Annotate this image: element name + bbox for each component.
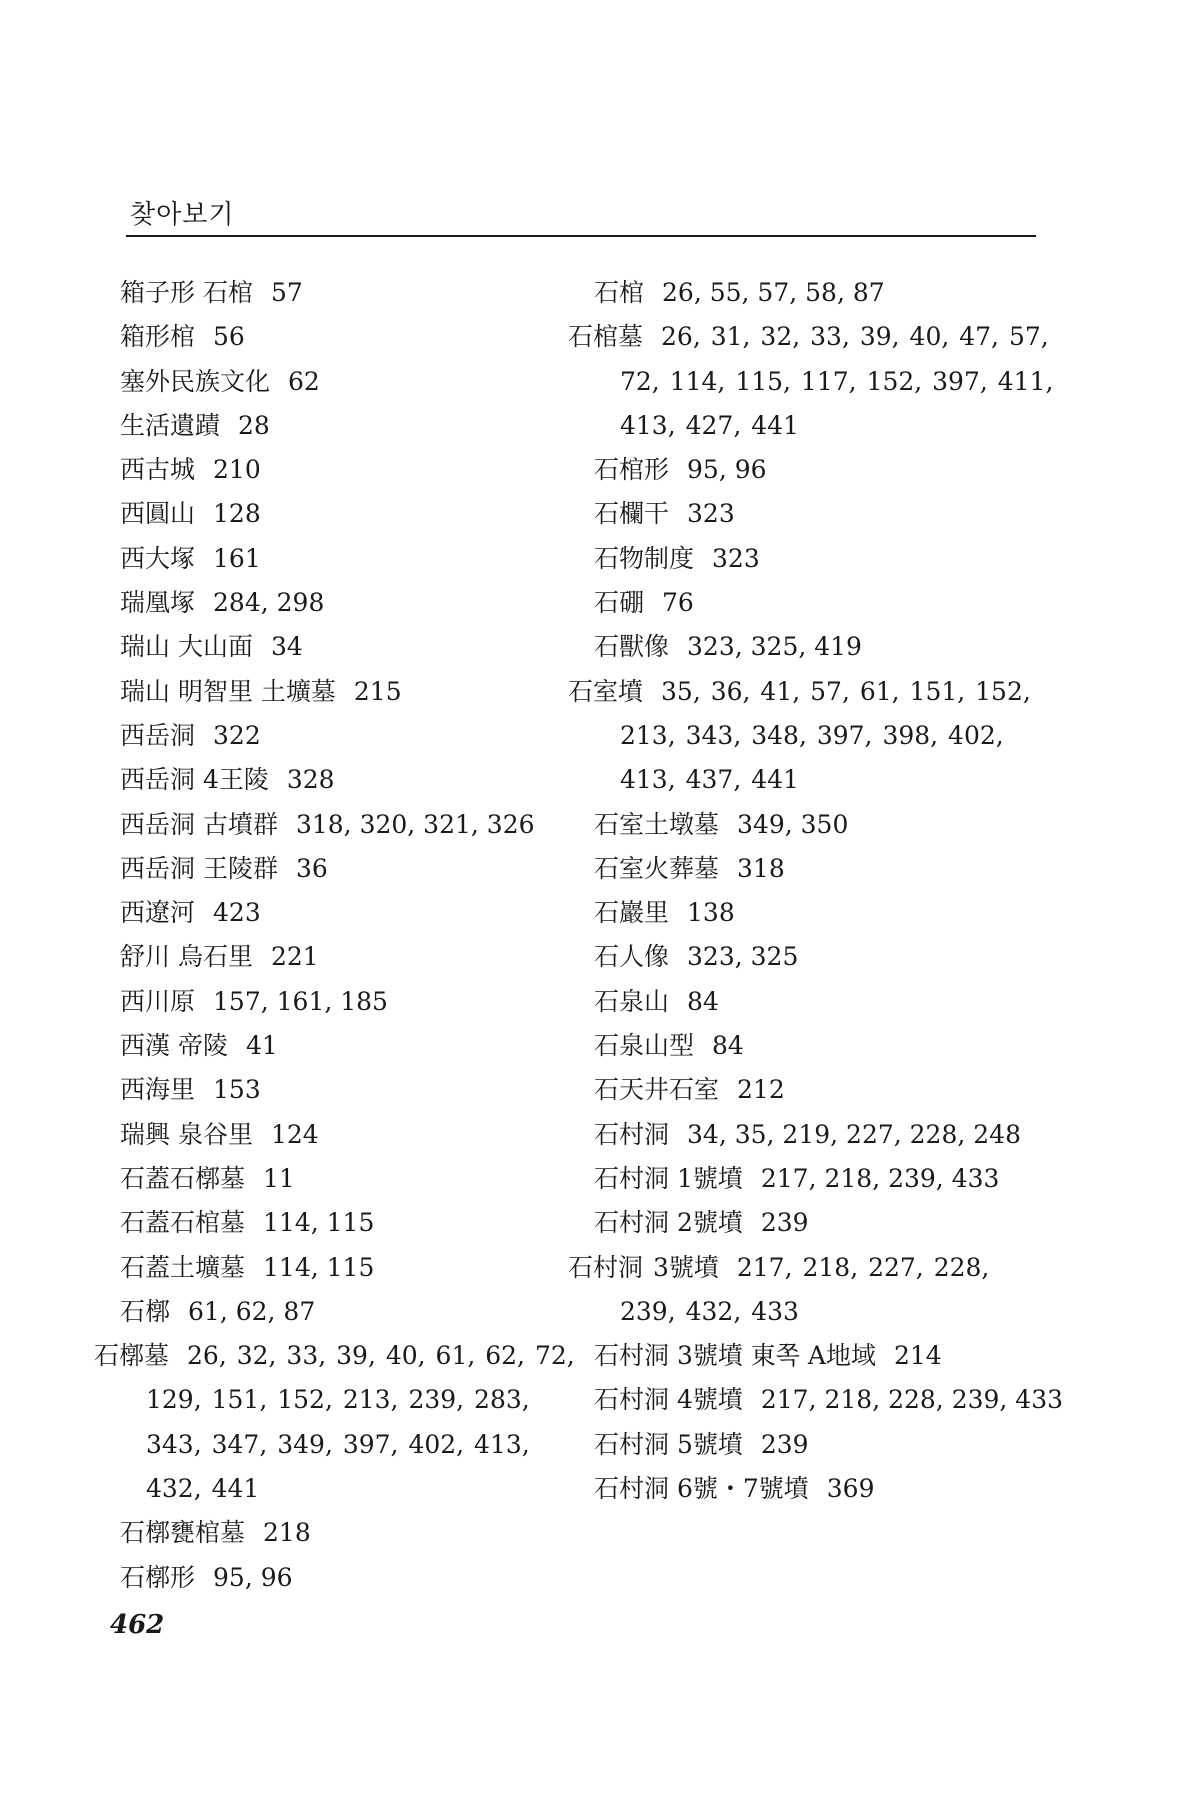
index-entry [120, 803, 580, 847]
index-entry [120, 404, 580, 448]
index-entry [120, 980, 580, 1024]
index-term: 石村洞 3號墳 [568, 1252, 719, 1282]
index-entry [594, 980, 1054, 1024]
index-entry [120, 891, 580, 935]
page-header [126, 190, 1036, 240]
index-entry [594, 1334, 1054, 1378]
index-pages: 323, 325 [687, 942, 799, 972]
index-pages: 221 [270, 942, 319, 972]
index-term: 西漢 帝陵 [120, 1031, 228, 1061]
index-term: 西岳洞 古墳群 [120, 809, 278, 839]
index-term: 石槨墓 [94, 1341, 170, 1371]
index-entry [120, 1113, 580, 1157]
index-entry [568, 315, 1054, 448]
index-entry [120, 448, 580, 492]
index-term: 石棺墓 [568, 322, 644, 352]
index-term: 西川原 [120, 986, 196, 1016]
index-term: 石泉山型 [594, 1031, 695, 1061]
index-pages: 318 [737, 853, 785, 883]
page-number: 462 [110, 1610, 165, 1640]
index-term: 石泉山 [594, 986, 670, 1016]
index-term: 石巖里 [594, 898, 670, 928]
index-term: 石村洞 4號墳 [594, 1385, 743, 1415]
index-term: 石蓋石槨墓 [120, 1163, 246, 1193]
index-term: 石室墳 [568, 676, 644, 706]
index-term: 石村洞 3號墳 東쪽 A地域 [594, 1341, 876, 1371]
index-pages: 28 [238, 410, 270, 440]
index-entry [120, 1290, 580, 1334]
index-entry [120, 537, 580, 581]
index-term: 石室土墩墓 [594, 809, 720, 839]
index-pages: 214 [893, 1341, 942, 1371]
index-term: 石村洞 5號墳 [594, 1429, 743, 1459]
index-pages: 26, 55, 57, 58, 87 [662, 278, 885, 307]
index-entry [120, 315, 580, 359]
index-pages: 84 [712, 1031, 744, 1061]
index-term: 石村洞 1號墳 [594, 1163, 743, 1193]
index-term: 石人像 [594, 942, 670, 972]
index-pages: 114, 115 [263, 1252, 375, 1282]
index-entry [568, 670, 1054, 803]
index-term: 石獸像 [594, 632, 670, 662]
index-entry [120, 1201, 580, 1245]
index-term: 石欄干 [594, 499, 670, 529]
index-term: 石村洞 6號・7號墳 [594, 1474, 809, 1504]
index-pages: 161 [213, 543, 261, 573]
index-term: 石硼 [594, 588, 645, 618]
index-term: 石棺 [594, 278, 645, 307]
index-entry [594, 1068, 1054, 1112]
index-entry [594, 625, 1054, 669]
index-entry [594, 448, 1054, 492]
index-pages: 318, 320, 321, 326 [295, 809, 535, 839]
index-pages: 34 [270, 632, 303, 662]
index-entry [120, 935, 580, 979]
index-pages: 76 [662, 588, 694, 618]
index-term: 瑞興 泉谷里 [120, 1119, 253, 1149]
index-pages: 323 [712, 543, 760, 573]
index-entry [594, 1378, 1064, 1422]
index-term: 箱形棺 [120, 322, 196, 352]
index-pages: 138 [687, 898, 735, 928]
index-pages: 56 [213, 322, 245, 352]
index-pages: 34, 35, 219, 227, 228, 248 [687, 1119, 1021, 1149]
index-column-right [568, 271, 1064, 1511]
index-term: 石室火葬墓 [594, 853, 720, 883]
index-pages: 423 [213, 898, 261, 928]
index-term: 石蓋石棺墓 [120, 1208, 246, 1238]
index-pages: 95, 96 [213, 1562, 293, 1592]
index-pages: 239 [760, 1429, 809, 1459]
index-term: 石槨 [120, 1296, 171, 1326]
index-term: 箱子形 石棺 [120, 278, 253, 307]
index-pages: 157, 161, 185 [213, 986, 388, 1016]
index-term: 塞外民族文化 [120, 366, 271, 396]
index-pages: 217, 218, 239, 433 [760, 1163, 1000, 1193]
index-entry [120, 758, 580, 802]
index-term: 西古城 [120, 455, 196, 485]
index-column-left [94, 271, 580, 1600]
index-pages: 26, 32, 33, 39, 40, 61, 62, 72, 129, 151, 152, 213, 239, 283, 343, 347, 349, 397, 402, 413, 432, 441 [146, 1341, 575, 1504]
index-entry [120, 581, 580, 625]
index-term: 石物制度 [594, 543, 695, 573]
index-entry [594, 1157, 1054, 1201]
index-pages: 57 [270, 278, 303, 307]
index-entry [120, 847, 580, 891]
index-term: 瑞凰塚 [120, 588, 196, 618]
index-term: 石槨形 [120, 1562, 196, 1592]
index-term: 西海里 [120, 1075, 196, 1105]
index-pages: 11 [263, 1163, 295, 1193]
index-term: 石村洞 [594, 1119, 670, 1149]
index-entry [120, 1024, 580, 1068]
index-term: 石槨甕棺墓 [120, 1518, 246, 1548]
index-pages: 328 [286, 765, 335, 795]
index-entry [120, 1157, 580, 1201]
index-pages: 217, 218, 227, 228, 239, 432, 433 [620, 1252, 990, 1326]
index-pages: 284, 298 [213, 588, 325, 618]
index-term: 瑞山 明智里 土壙墓 [120, 676, 336, 706]
index-pages: 239 [760, 1208, 809, 1238]
index-entry [594, 537, 1054, 581]
index-entry [594, 1467, 1054, 1511]
index-entry [594, 1423, 1054, 1467]
index-entry [594, 1024, 1054, 1068]
index-pages: 349, 350 [737, 809, 849, 839]
index-term: 西遼河 [120, 898, 196, 928]
index-pages: 323, 325, 419 [687, 632, 862, 662]
index-entry [120, 625, 580, 669]
index-pages: 153 [213, 1075, 261, 1105]
index-pages: 95, 96 [687, 455, 767, 485]
index-entry [594, 891, 1054, 935]
index-pages: 114, 115 [263, 1208, 375, 1238]
index-entry [594, 1113, 1054, 1157]
index-term: 西岳洞 4王陵 [120, 765, 269, 795]
index-term: 西岳洞 王陵群 [120, 853, 278, 883]
index-entry [120, 492, 580, 536]
index-pages: 323 [687, 499, 735, 529]
index-entry [594, 803, 1054, 847]
index-term: 西大塚 [120, 543, 196, 573]
index-entry [120, 1556, 580, 1600]
index-term: 西岳洞 [120, 720, 196, 750]
index-term: 瑞山 大山面 [120, 632, 253, 662]
index-pages: 215 [353, 676, 402, 706]
index-entry [594, 492, 1054, 536]
index-pages: 124 [270, 1119, 319, 1149]
index-pages: 35, 36, 41, 57, 61, 151, 152, 213, 343, 348, 397, 398, 402, 413, 437, 441 [620, 676, 1031, 795]
index-pages: 61, 62, 87 [188, 1296, 316, 1326]
index-pages: 41 [245, 1031, 278, 1061]
index-entry [594, 581, 1054, 625]
index-pages: 128 [213, 499, 261, 529]
index-pages: 369 [826, 1474, 875, 1504]
index-entry [120, 1246, 580, 1290]
index-entry [594, 935, 1054, 979]
header-title: 찾아보기 [130, 200, 235, 230]
index-entry [120, 271, 580, 315]
index-pages: 62 [288, 366, 320, 396]
header-rule [126, 235, 1036, 237]
index-entry [120, 1511, 580, 1555]
index-term: 西圓山 [120, 499, 196, 529]
index-entry [594, 271, 1054, 315]
index-entry [120, 1068, 580, 1112]
index-pages: 212 [737, 1075, 785, 1105]
index-entry [120, 670, 580, 714]
index-entry [120, 360, 580, 404]
index-entry [94, 1334, 580, 1511]
index-entry [120, 714, 580, 758]
index-entry [594, 1201, 1054, 1245]
index-term: 舒川 烏石里 [120, 942, 253, 972]
index-term: 石蓋土壙墓 [120, 1252, 246, 1282]
index-term: 石棺形 [594, 455, 670, 485]
index-pages: 26, 31, 32, 33, 39, 40, 47, 57, 72, 114, 115, 117, 152, 397, 411, 413, 427, 441 [620, 322, 1054, 440]
index-pages: 217, 218, 228, 239, 433 [760, 1385, 1064, 1415]
index-term: 石天井石室 [594, 1075, 720, 1105]
index-pages: 218 [263, 1518, 311, 1548]
index-pages: 210 [213, 455, 261, 485]
index-entry [594, 847, 1054, 891]
index-pages: 36 [295, 853, 328, 883]
index-entry [568, 1246, 1054, 1335]
index-pages: 322 [213, 720, 261, 750]
index-term: 石村洞 2號墳 [594, 1208, 743, 1238]
index-pages: 84 [687, 986, 719, 1016]
index-term: 生活遺蹟 [120, 410, 221, 440]
